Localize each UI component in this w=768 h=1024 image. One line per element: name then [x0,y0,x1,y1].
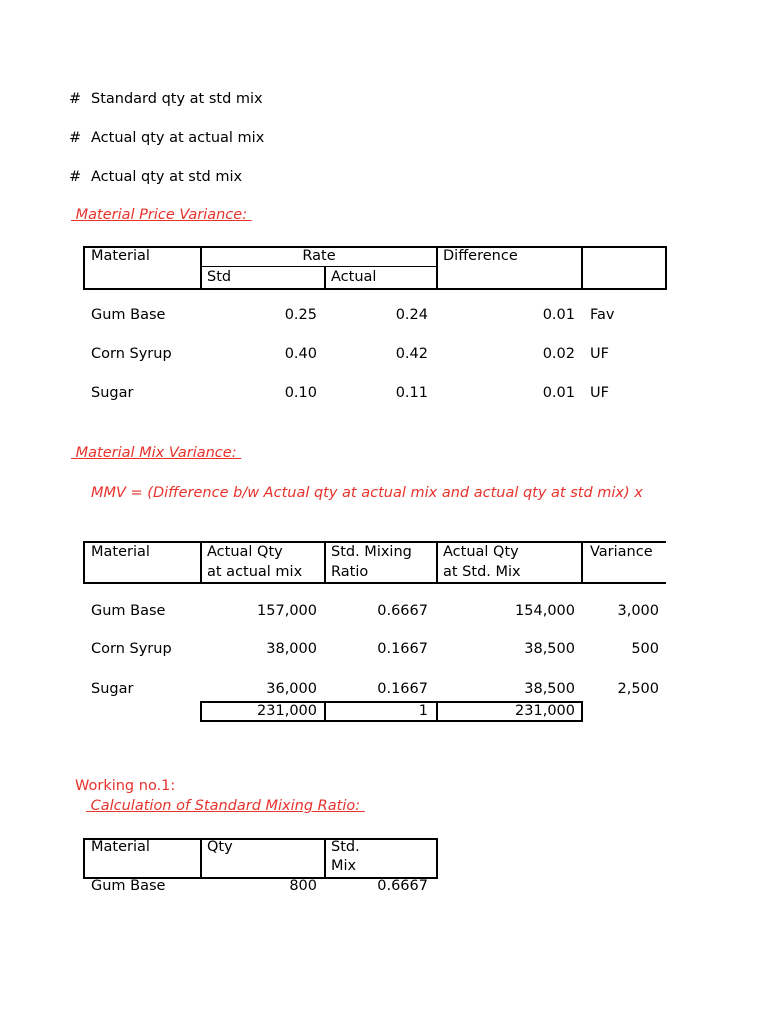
header-divider [200,541,202,584]
header-divider [200,838,202,879]
row-material: Gum Base [91,603,166,619]
row-status: UF [590,385,609,401]
row-std-qty: 38,500 [524,681,575,697]
table-border [83,541,666,543]
row-difference: 0.01 [542,385,575,401]
header-material: Material [91,839,150,855]
header-variance: Variance [590,544,653,560]
row-std-rate: 0.25 [284,307,317,323]
row-material: Corn Syrup [91,346,172,362]
header-std-mix-sub: Mix [331,858,357,874]
header-difference: Difference [443,248,518,264]
row-actual-qty: 36,000 [266,681,317,697]
header-divider [581,246,583,290]
header-divider [436,541,438,584]
row-std-rate: 0.10 [284,385,317,401]
row-material: Corn Syrup [91,641,172,657]
header-rate: Rate [302,248,336,264]
header-mixing-ratio-sub: Ratio [331,564,369,580]
row-material: Sugar [91,385,134,401]
row-ratio: 0.1667 [377,641,428,657]
row-material: Gum Base [91,307,166,323]
totals-divider [436,701,438,722]
total-actual-qty: 231,000 [257,703,317,719]
header-divider [324,541,326,584]
row-variance: 3,000 [617,603,659,619]
bullet-text: Actual qty at std mix [91,169,243,185]
row-actual-rate: 0.42 [395,346,428,362]
header-qty: Qty [207,839,233,855]
header-actual-qty-sub: at actual mix [207,564,303,580]
header-material: Material [91,248,150,264]
bullet-mark: # [69,130,82,146]
row-actual-qty: 157,000 [257,603,317,619]
header-std-qty: Actual Qty [443,544,519,560]
table-border [83,582,666,584]
row-status: UF [590,346,609,362]
bullet-mark: # [69,91,82,107]
header-actual-qty: Actual Qty [207,544,283,560]
row-status: Fav [590,307,615,323]
header-divider [200,266,438,267]
row-actual-rate: 0.24 [395,307,428,323]
mix-variance-heading: Material Mix Variance: [71,445,242,461]
table-border [83,541,85,584]
row-difference: 0.02 [542,346,575,362]
header-material: Material [91,544,150,560]
totals-divider [324,701,326,722]
row-ratio: 0.1667 [377,681,428,697]
row-actual-qty: 38,000 [266,641,317,657]
row-std-mix: 0.6667 [377,878,428,894]
row-ratio: 0.6667 [377,603,428,619]
row-qty: 800 [289,878,317,894]
row-actual-rate: 0.11 [395,385,428,401]
working-label: Working no.1: [75,778,176,794]
total-ratio: 1 [418,703,428,719]
row-variance: 2,500 [617,681,659,697]
header-std-mix: Std. [331,839,360,855]
header-std-qty-sub: at Std. Mix [443,564,521,580]
header-mixing-ratio: Std. Mixing [331,544,412,560]
bullet-text: Standard qty at std mix [91,91,263,107]
header-divider [581,541,583,584]
row-std-qty: 154,000 [515,603,575,619]
header-divider [436,246,438,290]
working-heading: Calculation of Standard Mixing Ratio: [86,798,365,814]
row-material: Gum Base [91,878,166,894]
mmv-formula: MMV = (Difference b/w Actual qty at actual mix and actual qty at std mix) x [91,485,643,501]
header-divider [324,267,326,290]
header-divider [324,838,326,879]
total-std-qty: 231,000 [515,703,575,719]
bullet-text: Actual qty at actual mix [91,130,265,146]
row-difference: 0.01 [542,307,575,323]
header-std: Std [207,269,232,285]
bullet-mark: # [69,169,82,185]
row-std-rate: 0.40 [284,346,317,362]
header-actual: Actual [331,269,377,285]
row-std-qty: 38,500 [524,641,575,657]
row-variance: 500 [631,641,659,657]
row-material: Sugar [91,681,134,697]
price-variance-heading: Material Price Variance: [71,207,252,223]
